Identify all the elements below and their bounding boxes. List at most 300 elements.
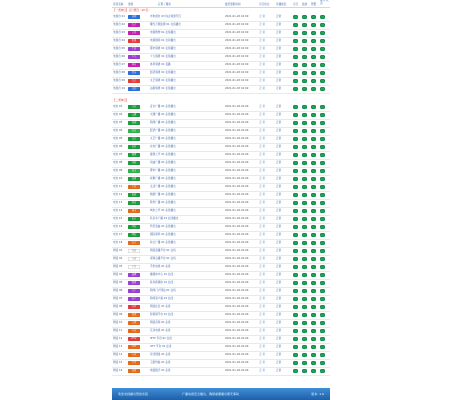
- status-link[interactable]: 正 常: [259, 177, 266, 180]
- status-link[interactable]: 正 常: [259, 217, 266, 220]
- status-link[interactable]: 正 常: [259, 305, 266, 308]
- service-name-link[interactable]: 私家车广播 01 在线播出: [150, 217, 179, 220]
- run-status-icon[interactable]: [293, 369, 298, 374]
- update-time: 2021-01-18 16:09: [225, 305, 249, 308]
- status-link[interactable]: 正 常: [259, 273, 266, 276]
- monitor-status-icon[interactable]: [302, 145, 307, 150]
- monitor-status-icon[interactable]: [302, 55, 307, 60]
- monitor-status-icon[interactable]: [302, 241, 307, 246]
- run-status-icon[interactable]: [293, 79, 298, 84]
- row-index: 电台 15: [113, 217, 123, 220]
- status-link[interactable]: 正 常: [259, 233, 266, 236]
- alert-status-icon[interactable]: [311, 249, 316, 254]
- row-index: 网络 05: [113, 281, 123, 284]
- action-status-icon[interactable]: [320, 233, 325, 238]
- status-link[interactable]: 正 常: [259, 63, 266, 66]
- alert-status-icon[interactable]: [311, 185, 316, 190]
- status-link[interactable]: 正 常: [259, 185, 266, 188]
- monitor-status-icon[interactable]: [302, 345, 307, 350]
- status-link[interactable]: 正 常: [259, 297, 266, 300]
- run-status-icon[interactable]: [293, 297, 298, 302]
- alert-status-icon[interactable]: [311, 161, 316, 166]
- service-name-link[interactable]: IPTV 平台 01 在线: [150, 337, 172, 340]
- run-status-icon[interactable]: [293, 257, 298, 262]
- alert-status-icon[interactable]: [311, 15, 316, 20]
- status-link[interactable]: 正 常: [259, 241, 266, 244]
- alert-status-icon[interactable]: [311, 289, 316, 294]
- service-name-link[interactable]: 都市广播 01 在线播出: [150, 169, 176, 172]
- monitor-status-icon[interactable]: [302, 209, 307, 214]
- service-name-link[interactable]: 旅游广播 01 在线播出: [150, 193, 176, 196]
- service-name-link[interactable]: 都市频道 01 在线播出: [150, 47, 176, 50]
- run-status-icon[interactable]: [293, 217, 298, 222]
- status-link[interactable]: 正 常: [259, 145, 266, 148]
- run-status-icon[interactable]: [293, 121, 298, 126]
- location-text: 正常: [276, 249, 282, 252]
- service-name-link[interactable]: 地面数字 01 在线: [150, 369, 171, 372]
- status-link[interactable]: 正 常: [259, 55, 266, 58]
- monitor-status-icon[interactable]: [302, 225, 307, 230]
- run-status-icon[interactable]: [293, 129, 298, 134]
- section-title: 【一类单位】运行情况（10 家）: [113, 9, 151, 12]
- monitor-status-icon[interactable]: [302, 257, 307, 262]
- monitor-status-icon[interactable]: [302, 369, 307, 374]
- run-status-icon[interactable]: [293, 185, 298, 190]
- action-status-icon[interactable]: [320, 265, 325, 270]
- action-status-icon[interactable]: [320, 297, 325, 302]
- action-status-icon[interactable]: [320, 137, 325, 142]
- run-status-icon[interactable]: [293, 169, 298, 174]
- service-name-link[interactable]: 网络直播平台 01 在线: [150, 249, 176, 252]
- action-status-icon[interactable]: [320, 321, 325, 326]
- run-status-icon[interactable]: [293, 193, 298, 198]
- service-name-link[interactable]: 网络社区 01 在线: [150, 305, 171, 308]
- action-status-icon[interactable]: [320, 329, 325, 334]
- header-index: 系统名称: [113, 2, 124, 6]
- service-name-link[interactable]: 经济频道 01 在线播出: [150, 71, 176, 74]
- service-name-link[interactable]: 卫星传输 01 在线: [150, 361, 171, 364]
- status-link[interactable]: 正 常: [259, 201, 266, 204]
- status-link[interactable]: 正 常: [259, 121, 266, 124]
- table-row[interactable]: [112, 85, 330, 94]
- action-status-icon[interactable]: [320, 121, 325, 126]
- action-status-icon[interactable]: [320, 23, 325, 28]
- action-status-icon[interactable]: [320, 105, 325, 110]
- status-link[interactable]: 正 常: [259, 105, 266, 108]
- alert-status-icon[interactable]: [311, 265, 316, 270]
- category-badge: 手机: [128, 265, 140, 270]
- alert-status-icon[interactable]: [311, 297, 316, 302]
- service-name-link[interactable]: 健康之声 01 在线播出: [150, 153, 176, 156]
- alert-status-icon[interactable]: [311, 281, 316, 286]
- action-status-icon[interactable]: [320, 113, 325, 118]
- monitor-status-icon[interactable]: [302, 161, 307, 166]
- monitor-status-icon[interactable]: [302, 193, 307, 198]
- status-link[interactable]: 正 常: [259, 113, 266, 116]
- alert-status-icon[interactable]: [311, 153, 316, 158]
- run-status-icon[interactable]: [293, 361, 298, 366]
- status-link[interactable]: 正 常: [259, 369, 266, 372]
- run-status-icon[interactable]: [293, 137, 298, 142]
- service-name-link[interactable]: 生活广播 01 在线播出: [150, 185, 176, 188]
- monitor-status-icon[interactable]: [302, 185, 307, 190]
- service-name-link[interactable]: 国际频率 01 在线播出: [150, 233, 176, 236]
- service-name-link[interactable]: 有线网络 01 在线: [150, 353, 171, 356]
- service-name-link[interactable]: 电视购物 01 在线播出: [150, 31, 176, 34]
- location-text: 正常: [276, 329, 282, 332]
- row-index: 电视台 05: [113, 47, 125, 50]
- alert-status-icon[interactable]: [311, 305, 316, 310]
- run-status-icon[interactable]: [293, 233, 298, 238]
- service-name-link[interactable]: 教育广播 01 在线播出: [150, 201, 176, 204]
- monitor-status-icon[interactable]: [302, 249, 307, 254]
- alert-status-icon[interactable]: [311, 209, 316, 214]
- monitor-status-icon[interactable]: [302, 39, 307, 44]
- action-status-icon[interactable]: [320, 305, 325, 310]
- action-status-icon[interactable]: [320, 31, 325, 36]
- status-link[interactable]: 正 常: [259, 361, 266, 364]
- action-status-icon[interactable]: [320, 55, 325, 60]
- run-status-icon[interactable]: [293, 31, 298, 36]
- run-status-icon[interactable]: [293, 113, 298, 118]
- action-status-icon[interactable]: [320, 161, 325, 166]
- run-status-icon[interactable]: [293, 353, 298, 358]
- alert-status-icon[interactable]: [311, 201, 316, 206]
- alert-status-icon[interactable]: [311, 193, 316, 198]
- run-status-icon[interactable]: [293, 225, 298, 230]
- category-badge: 经济: [128, 71, 140, 76]
- action-status-icon[interactable]: [320, 209, 325, 214]
- category-badge: 国际: [128, 233, 140, 238]
- table-row[interactable]: [112, 367, 330, 376]
- monitor-status-icon[interactable]: [302, 177, 307, 182]
- alert-status-icon[interactable]: [311, 369, 316, 374]
- row-index: 电台 14: [113, 209, 123, 212]
- service-name-link[interactable]: OTT 平台 01 在线: [150, 345, 172, 348]
- alert-status-icon[interactable]: [311, 241, 316, 246]
- run-status-icon[interactable]: [293, 337, 298, 342]
- monitor-status-icon[interactable]: [302, 47, 307, 52]
- service-name-link[interactable]: 交通广播 01 在线播出: [150, 113, 176, 116]
- alert-status-icon[interactable]: [311, 137, 316, 142]
- monitor-status-icon[interactable]: [302, 153, 307, 158]
- service-name-link[interactable]: 音乐广播 01 在线播出: [150, 105, 176, 108]
- action-status-icon[interactable]: [320, 249, 325, 254]
- action-status-icon[interactable]: [320, 201, 325, 206]
- location-text: 正常: [276, 129, 282, 132]
- service-name-link[interactable]: 网络音频 01 在线: [150, 321, 171, 324]
- action-status-icon[interactable]: [320, 153, 325, 158]
- status-link[interactable]: 正 常: [259, 265, 266, 268]
- action-status-icon[interactable]: [320, 193, 325, 198]
- status-link[interactable]: 正 常: [259, 353, 266, 356]
- monitor-status-icon[interactable]: [302, 23, 307, 28]
- status-link[interactable]: 正 常: [259, 313, 266, 316]
- run-status-icon[interactable]: [293, 345, 298, 350]
- monitor-status-icon[interactable]: [302, 321, 307, 326]
- action-status-icon[interactable]: [320, 15, 325, 20]
- update-time: 2021-01-18 16:09: [225, 289, 249, 292]
- action-status-icon[interactable]: [320, 353, 325, 358]
- status-link[interactable]: 正 常: [259, 161, 266, 164]
- status-link[interactable]: 正 常: [259, 39, 266, 42]
- service-name-link[interactable]: 文艺广播 01 在线播出: [150, 137, 176, 140]
- service-name-link[interactable]: 融媒体中心 01 在线: [150, 273, 174, 276]
- run-status-icon[interactable]: [293, 313, 298, 318]
- alert-status-icon[interactable]: [311, 129, 316, 134]
- monitor-status-icon[interactable]: [302, 137, 307, 142]
- action-status-icon[interactable]: [320, 39, 325, 44]
- monitor-status-icon[interactable]: [302, 313, 307, 318]
- run-status-icon[interactable]: [293, 289, 298, 294]
- service-name-link[interactable]: 手机电视 01 在线: [150, 265, 171, 268]
- monitor-status-icon[interactable]: [302, 129, 307, 134]
- action-status-icon[interactable]: [320, 169, 325, 174]
- action-status-icon[interactable]: [320, 337, 325, 342]
- header-time: 最近更新时间: [225, 2, 241, 6]
- alert-status-icon[interactable]: [311, 361, 316, 366]
- category-badge: 直播: [128, 249, 140, 254]
- run-status-icon[interactable]: [293, 55, 298, 60]
- service-name-link[interactable]: 法制频道 01 在线播出: [150, 87, 176, 90]
- action-status-icon[interactable]: [320, 257, 325, 262]
- alert-status-icon[interactable]: [311, 353, 316, 358]
- status-link[interactable]: 正 常: [259, 169, 266, 172]
- service-name-link[interactable]: 少儿频道 01 在线播出: [150, 55, 176, 58]
- alert-status-icon[interactable]: [311, 79, 316, 84]
- status-link[interactable]: 正 常: [259, 289, 266, 292]
- run-status-icon[interactable]: [293, 321, 298, 326]
- service-name-link[interactable]: 新闻广播 01 在线播出: [150, 121, 176, 124]
- action-status-icon[interactable]: [320, 225, 325, 230]
- status-link[interactable]: 正 常: [259, 249, 266, 252]
- service-name-link[interactable]: 视频点播平台 01 在线: [150, 257, 176, 260]
- action-status-icon[interactable]: [320, 47, 325, 52]
- monitor-status-icon[interactable]: [302, 281, 307, 286]
- service-name-link[interactable]: 城市之声 01 在线播出: [150, 209, 176, 212]
- category-badge: 门户: [128, 289, 140, 294]
- action-status-icon[interactable]: [320, 145, 325, 150]
- run-status-icon[interactable]: [293, 23, 298, 28]
- monitor-status-icon[interactable]: [302, 353, 307, 358]
- action-status-icon[interactable]: [320, 313, 325, 318]
- status-link[interactable]: 正 常: [259, 31, 266, 34]
- action-status-icon[interactable]: [320, 369, 325, 374]
- service-name-link[interactable]: 新闻门户网站 01 在线: [150, 289, 176, 292]
- run-status-icon[interactable]: [293, 209, 298, 214]
- action-status-icon[interactable]: [320, 281, 325, 286]
- run-status-icon[interactable]: [293, 281, 298, 286]
- status-link[interactable]: 正 常: [259, 209, 266, 212]
- alert-status-icon[interactable]: [311, 321, 316, 326]
- service-name-link[interactable]: 经济广播 01 在线播出: [150, 129, 176, 132]
- run-status-icon[interactable]: [293, 305, 298, 310]
- service-name-link[interactable]: 曝光万网监测 01 在线播出: [150, 23, 181, 26]
- service-name-link[interactable]: 政务新媒体 01 在线: [150, 281, 174, 284]
- monitor-status-icon[interactable]: [302, 305, 307, 310]
- monitor-status-icon[interactable]: [302, 63, 307, 68]
- alert-status-icon[interactable]: [311, 121, 316, 126]
- monitor-status-icon[interactable]: [302, 337, 307, 342]
- row-index: 网络 13: [113, 345, 123, 348]
- alert-status-icon[interactable]: [311, 87, 316, 92]
- action-status-icon[interactable]: [320, 289, 325, 294]
- alert-status-icon[interactable]: [311, 169, 316, 174]
- alert-status-icon[interactable]: [311, 55, 316, 60]
- monitor-status-icon[interactable]: [302, 217, 307, 222]
- status-link[interactable]: 正 常: [259, 257, 266, 260]
- service-name-link[interactable]: 农村广播 01 在线播出: [150, 145, 176, 148]
- service-name-link[interactable]: 故事广播 01 在线播出: [150, 177, 176, 180]
- alert-status-icon[interactable]: [311, 63, 316, 68]
- action-status-icon[interactable]: [320, 177, 325, 182]
- alert-status-icon[interactable]: [311, 233, 316, 238]
- alert-status-icon[interactable]: [311, 273, 316, 278]
- status-link[interactable]: 正 常: [259, 71, 266, 74]
- alert-status-icon[interactable]: [311, 329, 316, 334]
- status-link[interactable]: 正 常: [259, 137, 266, 140]
- status-link[interactable]: 正 常: [259, 47, 266, 50]
- row-index: 电视台 01: [113, 15, 125, 18]
- monitor-status-icon[interactable]: [302, 87, 307, 92]
- action-status-icon[interactable]: [320, 87, 325, 92]
- status-link[interactable]: 正 常: [259, 329, 266, 332]
- run-status-icon[interactable]: [293, 177, 298, 182]
- monitor-status-icon[interactable]: [302, 31, 307, 36]
- alert-status-icon[interactable]: [311, 177, 316, 182]
- category-badge: 都市: [128, 169, 140, 174]
- status-link[interactable]: 正 常: [259, 225, 266, 228]
- run-status-icon[interactable]: [293, 105, 298, 110]
- status-link[interactable]: 正 常: [259, 281, 266, 284]
- category-badge: 故事: [128, 177, 140, 182]
- alert-status-icon[interactable]: [311, 313, 316, 318]
- monitor-status-icon[interactable]: [302, 265, 307, 270]
- status-link[interactable]: 正 常: [259, 193, 266, 196]
- monitor-status-icon[interactable]: [302, 289, 307, 294]
- alert-status-icon[interactable]: [311, 31, 316, 36]
- action-status-icon[interactable]: [320, 361, 325, 366]
- run-status-icon[interactable]: [293, 87, 298, 92]
- category-badge: 音乐: [128, 105, 140, 110]
- run-status-icon[interactable]: [293, 47, 298, 52]
- run-status-icon[interactable]: [293, 63, 298, 68]
- run-status-icon[interactable]: [293, 241, 298, 246]
- service-name-link[interactable]: 新闻客户端 01 在线: [150, 297, 174, 300]
- action-status-icon[interactable]: [320, 217, 325, 222]
- alert-status-icon[interactable]: [311, 217, 316, 222]
- update-time: 2021-01-18 16:09: [225, 55, 249, 58]
- monitor-status-icon[interactable]: [302, 71, 307, 76]
- alert-status-icon[interactable]: [311, 23, 316, 28]
- header-a: 运行: [293, 2, 299, 6]
- status-link[interactable]: 正 常: [259, 23, 266, 26]
- location-text: 正常: [276, 369, 282, 372]
- monitor-status-icon[interactable]: [302, 169, 307, 174]
- run-status-icon[interactable]: [293, 249, 298, 254]
- run-status-icon[interactable]: [293, 153, 298, 158]
- service-name-link[interactable]: 文艺频道 01 在线播出: [150, 79, 176, 82]
- monitor-status-icon[interactable]: [302, 15, 307, 20]
- run-status-icon[interactable]: [293, 329, 298, 334]
- run-status-icon[interactable]: [293, 71, 298, 76]
- service-name-link[interactable]: 戏曲广播 01 在线播出: [150, 161, 176, 164]
- monitor-status-icon[interactable]: [302, 121, 307, 126]
- update-time: 2021-01-18 16:09: [225, 249, 249, 252]
- alert-status-icon[interactable]: [311, 257, 316, 262]
- run-status-icon[interactable]: [293, 201, 298, 206]
- monitor-status-icon[interactable]: [302, 297, 307, 302]
- action-status-icon[interactable]: [320, 71, 325, 76]
- update-time: 2021-01-18 16:09: [225, 337, 249, 340]
- service-name-link[interactable]: 电视剧场 01 自动播出: [150, 39, 176, 42]
- status-link[interactable]: 正 常: [259, 79, 266, 82]
- status-link[interactable]: 正 常: [259, 153, 266, 156]
- action-status-icon[interactable]: [320, 241, 325, 246]
- status-link[interactable]: 正 常: [259, 87, 266, 90]
- update-time: 2021-01-18 16:09: [225, 169, 249, 172]
- row-index: 网络 08: [113, 305, 123, 308]
- update-time: 2021-01-18 16:09: [225, 15, 249, 18]
- alert-status-icon[interactable]: [311, 145, 316, 150]
- alert-status-icon[interactable]: [311, 47, 316, 52]
- run-status-icon[interactable]: [293, 39, 298, 44]
- action-status-icon[interactable]: [320, 185, 325, 190]
- alert-status-icon[interactable]: [311, 337, 316, 342]
- service-name-link[interactable]: 短视频平台 01 在线: [150, 313, 174, 316]
- alert-status-icon[interactable]: [311, 113, 316, 118]
- alert-status-icon[interactable]: [311, 39, 316, 44]
- action-status-icon[interactable]: [320, 345, 325, 350]
- service-name-link[interactable]: 综合广播 01 在线播出: [150, 241, 176, 244]
- location-text: 正常: [276, 297, 282, 300]
- action-status-icon[interactable]: [320, 273, 325, 278]
- monitor-status-icon[interactable]: [302, 113, 307, 118]
- run-status-icon[interactable]: [293, 273, 298, 278]
- status-link[interactable]: 正 常: [259, 15, 266, 18]
- monitor-status-icon[interactable]: [302, 79, 307, 84]
- monitor-status-icon[interactable]: [302, 361, 307, 366]
- status-link[interactable]: 正 常: [259, 321, 266, 324]
- run-status-icon[interactable]: [293, 265, 298, 270]
- monitor-status-icon[interactable]: [302, 233, 307, 238]
- service-name-link[interactable]: 体育频道 01 直播: [150, 63, 171, 66]
- alert-status-icon[interactable]: [311, 71, 316, 76]
- service-name-link[interactable]: 怀旧金曲 01 在线播出: [150, 225, 176, 228]
- run-status-icon[interactable]: [293, 145, 298, 150]
- action-status-icon[interactable]: [320, 63, 325, 68]
- service-name-link[interactable]: 互动电视 01 在线: [150, 329, 171, 332]
- run-status-icon[interactable]: [293, 161, 298, 166]
- monitor-status-icon[interactable]: [302, 105, 307, 110]
- alert-status-icon[interactable]: [311, 345, 316, 350]
- status-link[interactable]: 正 常: [259, 337, 266, 340]
- run-status-icon[interactable]: [293, 15, 298, 20]
- monitor-status-icon[interactable]: [302, 329, 307, 334]
- alert-status-icon[interactable]: [311, 105, 316, 110]
- service-name-link[interactable]: 市电视台 03 综合频道节目: [150, 15, 181, 18]
- update-time: 2021-01-18 16:09: [225, 345, 249, 348]
- monitor-status-icon[interactable]: [302, 201, 307, 206]
- alert-status-icon[interactable]: [311, 225, 316, 230]
- status-link[interactable]: 正 常: [259, 345, 266, 348]
- status-link[interactable]: 正 常: [259, 129, 266, 132]
- monitor-status-icon[interactable]: [302, 273, 307, 278]
- header-d: 操作 状态: [320, 0, 329, 5]
- location-text: 正常: [276, 177, 282, 180]
- action-status-icon[interactable]: [320, 129, 325, 134]
- action-status-icon[interactable]: [320, 79, 325, 84]
